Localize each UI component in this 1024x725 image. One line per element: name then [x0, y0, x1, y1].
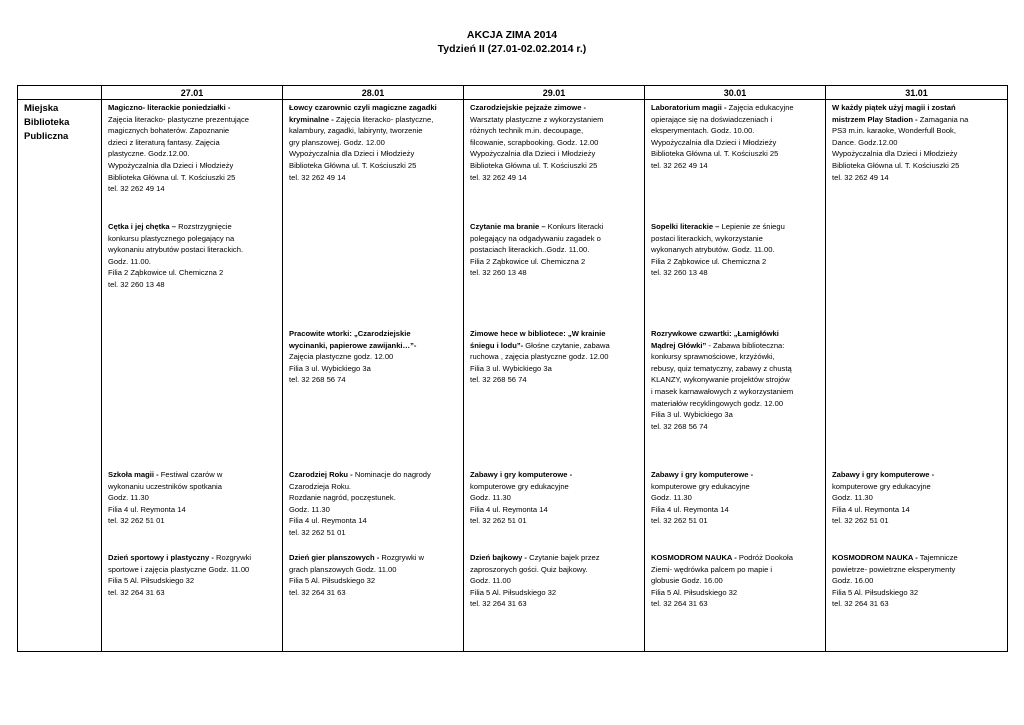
event-detail-line: Ziemi- wędrówka palcem po mapie i	[651, 564, 773, 574]
event-description: Lepienie ze śniegu	[719, 222, 785, 231]
event-detail-line: konkursu plastycznego polegający na	[108, 233, 235, 243]
event-entry	[289, 102, 457, 183]
event-title: Laboratorium magii -	[651, 103, 727, 112]
event-detail-line: Biblioteka Główna ul. T. Kościuszki 25	[832, 160, 960, 170]
event-description: Czytanie bajek przez	[526, 553, 600, 562]
event-detail-line: Biblioteka Główna ul. T. Kościuszki 25	[108, 172, 236, 182]
event-title: KOSMODROM NAUKA -	[651, 553, 737, 562]
event-title-line	[108, 102, 276, 114]
event-detail-line: opierające się na doświadczeniach i	[651, 114, 773, 124]
event-title: Sopelki literackie –	[651, 222, 720, 231]
event-entry	[832, 102, 1001, 183]
event-detail-line: postaciach literackich..Godz. 11.00.	[470, 245, 590, 255]
event-detail-line: Filia 2 Ząbkowice ul. Chemiczna 2	[470, 256, 586, 266]
event-detail-line: rebusy, quiz tematyczny, zabawy z chustą	[651, 363, 792, 373]
event-detail-line: komputerowe gry edukacyjne	[651, 481, 750, 491]
event-detail-line: Wypożyczalnia dla Dzieci i Młodzieży	[651, 137, 777, 147]
event-entry	[470, 469, 638, 527]
header-row	[18, 86, 1008, 100]
event-detail-line: Wypożyczalnia dla Dzieci i Młodzieży	[289, 149, 415, 159]
event-detail-line: wykonaniu uczestników spotkania	[108, 481, 222, 491]
event-detail-line: tel. 32 264 31 63	[832, 599, 889, 609]
event-detail-line: Filia 4 ul. Reymonta 14	[651, 504, 729, 514]
event-detail-line: mistrzem Play Stadion - Zamagania na	[832, 114, 969, 124]
event-detail-line: Mądrej Główki” - Zabawa biblioteczna:	[651, 340, 785, 350]
event-detail-line: sportowe i zajęcia plastyczne Godz. 11.00	[108, 564, 250, 574]
event-detail-line: tel. 32 262 51 01	[832, 516, 889, 526]
event-detail-line: tel. 32 264 31 63	[470, 599, 527, 609]
event-detail-line: Wypożyczalnia dla Dzieci i Młodzieży	[108, 160, 234, 170]
event-title: Zabawy i gry komputerowe -	[832, 470, 935, 479]
event-detail-line: tel. 32 262 51 01	[651, 516, 708, 526]
day-column	[651, 102, 819, 649]
event-detail-line: komputerowe gry edukacyjne	[470, 481, 569, 491]
event-detail-line: tel. 32 268 56 74	[651, 421, 708, 431]
event-entry	[108, 552, 276, 598]
event-description: Podróż Dookoła	[736, 553, 793, 562]
event-detail-line: tel. 32 268 56 74	[470, 375, 527, 385]
event-detail-line: i masek karnawałowych z wykorzystaniem	[651, 386, 794, 396]
day-column	[470, 102, 638, 649]
event-description: Nominacje do nagrody	[352, 470, 431, 479]
header-empty-cell	[18, 86, 102, 100]
event-detail-line: Filia 5 Al. Piłsudskiego 32	[470, 587, 557, 597]
event-title-line	[832, 469, 1001, 481]
event-title: Zabawy i gry komputerowe -	[470, 470, 573, 479]
event-entry	[651, 221, 819, 279]
schedule-table	[17, 85, 1008, 652]
event-entry	[651, 102, 819, 172]
event-title: Czytanie ma branie –	[470, 222, 546, 231]
day-column	[108, 102, 276, 649]
day-cell-30-01	[645, 100, 826, 652]
event-detail-line: Filia 4 ul. Reymonta 14	[289, 516, 367, 526]
event-detail-line: tel. 32 262 49 14	[470, 172, 527, 182]
event-detail-line: Biblioteka Główna ul. T. Kościuszki 25	[470, 160, 598, 170]
event-title: Magiczno- literackie poniedziałki -	[108, 103, 231, 112]
event-entry	[651, 552, 819, 610]
event-detail-line: Godz. 11.30	[108, 493, 149, 503]
event-detail-line: tel. 32 262 49 14	[289, 172, 346, 182]
day-cell-28-01	[283, 100, 464, 652]
event-detail-line: tel. 32 264 31 63	[289, 587, 346, 597]
event-detail-line: tel. 32 262 51 01	[108, 516, 165, 526]
event-detail-line: śniegu i lodu”- Głośne czytanie, zabawa	[470, 340, 610, 350]
event-detail-line: Zajęcia plastyczne godz. 12.00	[289, 352, 394, 362]
event-detail-line: ruchowa , zajęcia plastyczne godz. 12.00	[470, 352, 609, 362]
event-entry	[651, 328, 819, 432]
event-detail-line: tel. 32 262 49 14	[832, 172, 889, 182]
event-title-line	[108, 469, 276, 481]
event-detail-line: Zajęcia literacko- plastyczne prezentujące	[108, 114, 249, 124]
library-name-line: Biblioteka	[24, 117, 70, 128]
event-detail-line: wykonaniu atrybutów postaci literackich.	[108, 245, 244, 255]
event-detail-line: Filia 5 Al. Piłsudskiego 32	[651, 587, 738, 597]
event-detail-line: tel. 32 264 31 63	[651, 599, 708, 609]
event-title: Dzień sportowy i plastyczny -	[108, 553, 214, 562]
event-title-line	[470, 328, 638, 340]
event-detail-line: tel. 32 262 49 14	[108, 184, 165, 194]
event-detail-line: Czarodzieja Roku.	[289, 481, 352, 491]
event-title-line	[289, 469, 457, 481]
event-title-line	[289, 328, 457, 340]
library-name-line: Miejska	[24, 103, 59, 114]
event-detail-line: globusie Godz. 16.00	[651, 576, 723, 586]
event-detail-line: PS3 m.in. karaoke, Wonderfull Book,	[832, 126, 956, 136]
event-detail-line: kryminalne - Zajęcia literacko- plastyczne,	[289, 114, 434, 124]
event-detail-line: polegający na odgadywaniu zagadek o	[470, 233, 601, 243]
event-detail-line: Filia 5 Al. Piłsudskiego 32	[289, 576, 376, 586]
event-detail-line: Filia 4 ul. Reymonta 14	[108, 504, 186, 514]
event-title: Czarodziejskie pejzaże zimowe -	[470, 103, 587, 112]
event-title: Dzień bajkowy -	[470, 553, 527, 562]
event-detail-line: tel. 32 260 13 48	[470, 268, 527, 278]
event-title-line	[832, 552, 1001, 564]
event-detail-line: tel. 32 260 13 48	[651, 268, 708, 278]
event-detail-line: Godz. 11.30	[832, 493, 873, 503]
event-detail-line: wycinanki, papierowe zawijanki…”-	[289, 340, 417, 350]
event-detail-line: magicznych bohaterów. Zapoznanie	[108, 126, 230, 136]
event-detail-line: Filia 5 Al. Piłsudskiego 32	[832, 587, 919, 597]
event-title: Pracowite wtorki: „Czarodziejskie	[289, 329, 411, 338]
event-detail-line: Warsztaty plastyczne z wykorzystaniem	[470, 114, 604, 124]
event-detail-line: tel. 32 268 56 74	[289, 375, 346, 385]
event-detail-line: Wypożyczalnia dla Dzieci i Młodzieży	[470, 149, 596, 159]
event-detail-line: grach planszowych Godz. 11.00	[289, 564, 397, 574]
event-detail-line: Filia 2 Ząbkowice ul. Chemiczna 2	[651, 256, 767, 266]
event-detail-line: filcowanie, scrapbooking. Godz. 12.00	[470, 137, 599, 147]
event-entry	[470, 221, 638, 279]
event-detail-line: Dance. Godz.12.00	[832, 137, 898, 147]
event-detail-line: wykonanych atrybutów. Godz. 11.00.	[651, 245, 775, 255]
event-title-line	[289, 102, 457, 114]
event-detail-line: Biblioteka Główna ul. T. Kościuszki 25	[651, 149, 779, 159]
day-header: 27.01	[102, 86, 283, 100]
event-title-line	[289, 552, 457, 564]
event-detail-line: tel. 32 262 51 01	[289, 527, 346, 537]
event-detail-line: Filia 2 Ząbkowice ul. Chemiczna 2	[108, 268, 224, 278]
event-detail-line: Filia 3 ul. Wybickiego 3a	[470, 363, 552, 373]
event-detail-line: Biblioteka Główna ul. T. Kościuszki 25	[289, 160, 417, 170]
event-title-line	[651, 469, 819, 481]
event-title-line	[651, 102, 819, 114]
event-title-line	[108, 221, 276, 233]
event-title-line	[651, 221, 819, 233]
event-title-line	[470, 102, 638, 114]
event-title: Zabawy i gry komputerowe -	[651, 470, 754, 479]
day-column	[832, 102, 1001, 649]
library-row	[18, 100, 1008, 652]
event-detail-line: Godz. 11.30	[289, 504, 330, 514]
event-title: Zimowe hece w bibliotece: „W krainie	[470, 329, 606, 338]
day-header: 29.01	[464, 86, 645, 100]
event-detail-line: konkursy sprawnościowe, krzyżówki,	[651, 352, 775, 362]
document-subtitle: Tydzień II (27.01-02.02.2014 r.)	[437, 43, 587, 55]
event-detail-line: Filia 3 ul. Wybickiego 3a	[651, 410, 733, 420]
event-title: Łowcy czarownic czyli magiczne zagadki	[289, 103, 437, 112]
day-header: 28.01	[283, 86, 464, 100]
day-cell-27-01	[102, 100, 283, 652]
library-name-cell	[18, 100, 102, 652]
event-title-line	[832, 102, 1001, 114]
event-title: Rozrywkowe czwartki: „Łamigłówki	[651, 329, 779, 338]
event-detail-line: Filia 4 ul. Reymonta 14	[470, 504, 548, 514]
event-detail-line: powietrze- powietrzne eksperymenty	[832, 564, 956, 574]
event-detail-line: Wypożyczalnia dla Dzieci i Młodzieży	[832, 149, 958, 159]
event-detail-line: dzieci z literaturą fantasy. Zajęcia	[108, 137, 220, 147]
event-description: Rozgrywki w	[379, 553, 425, 562]
event-detail-line: kalambury, zagadki, labirynty, tworzenie	[289, 126, 423, 136]
event-detail-line: zaproszonych gości. Quiz bajkowy.	[470, 564, 588, 574]
event-detail-line: materiałów recyklingowych godz. 12.00	[651, 398, 784, 408]
event-description: Rozgrywki	[213, 553, 252, 562]
day-header: 30.01	[645, 86, 826, 100]
event-title: KOSMODROM NAUKA -	[832, 553, 918, 562]
event-title-line	[108, 552, 276, 564]
day-cell-31-01	[826, 100, 1008, 652]
event-entry	[651, 469, 819, 527]
event-entry	[832, 469, 1001, 527]
event-detail-line: Godz. 11.30	[470, 493, 511, 503]
event-detail-line: tel. 32 264 31 63	[108, 587, 165, 597]
event-detail-line: Godz. 11.00.	[108, 256, 151, 266]
event-detail-line: tel. 32 262 51 01	[470, 516, 527, 526]
event-title-line	[470, 469, 638, 481]
event-detail-line: Filia 4 ul. Reymonta 14	[832, 504, 910, 514]
event-title: Cętka i jej chętka –	[108, 222, 176, 231]
event-description: Konkurs literacki	[545, 222, 604, 231]
event-entry	[108, 221, 276, 291]
event-detail-line: Rozdanie nagród, poczęstunek.	[289, 493, 396, 503]
event-detail-line: tel. 32 260 13 48	[108, 279, 165, 289]
event-detail-line: gry planszowej. Godz. 12.00	[289, 137, 385, 147]
event-detail-line: różnych technik m.in. decoupage,	[470, 126, 584, 136]
day-header: 31.01	[826, 86, 1008, 100]
event-detail-line: tel. 32 262 49 14	[651, 160, 708, 170]
event-title-line	[651, 328, 819, 340]
event-detail-line: plastyczne. Godz.12.00.	[108, 149, 190, 159]
event-description: Tajemnicze	[917, 553, 958, 562]
event-title-line	[470, 552, 638, 564]
event-entry	[289, 469, 457, 539]
event-entry	[289, 328, 457, 386]
event-entry	[108, 102, 276, 195]
event-entry	[470, 552, 638, 610]
event-title-line	[651, 552, 819, 564]
event-entry	[470, 102, 638, 183]
event-entry	[832, 552, 1001, 610]
event-title: W każdy piątek użyj magii i zostań	[832, 103, 956, 112]
event-title: Szkoła magii -	[108, 470, 159, 479]
event-description: Rozstrzygnięcie	[175, 222, 232, 231]
document-title: AKCJA ZIMA 2014	[466, 29, 558, 41]
event-detail-line: eksperymentach. Godz. 10.00.	[651, 126, 755, 136]
day-cell-29-01	[464, 100, 645, 652]
event-title: Czarodziej Roku -	[289, 470, 353, 479]
event-entry	[470, 328, 638, 386]
event-entry	[108, 469, 276, 527]
event-description: Zajęcia edukacyjne	[726, 103, 794, 112]
event-detail-line: Godz. 11.30	[651, 493, 692, 503]
event-title: Dzień gier planszowych -	[289, 553, 380, 562]
event-title-line	[470, 221, 638, 233]
event-detail-line: KLANZY, wykonywanie projektów strojów	[651, 375, 790, 385]
event-detail-line: Godz. 16.00	[832, 576, 874, 586]
event-detail-line: postaci literackich, wykorzystanie	[651, 233, 763, 243]
event-detail-line: Filia 5 Al. Piłsudskiego 32	[108, 576, 195, 586]
library-name-line: Publiczna	[24, 131, 69, 142]
event-detail-line: Godz. 11.00	[470, 576, 511, 586]
event-description: Festiwal czarów w	[158, 470, 223, 479]
event-detail-line: Filia 3 ul. Wybickiego 3a	[289, 363, 371, 373]
event-detail-line: komputerowe gry edukacyjne	[832, 481, 931, 491]
event-entry	[289, 552, 457, 598]
day-column	[289, 102, 457, 649]
